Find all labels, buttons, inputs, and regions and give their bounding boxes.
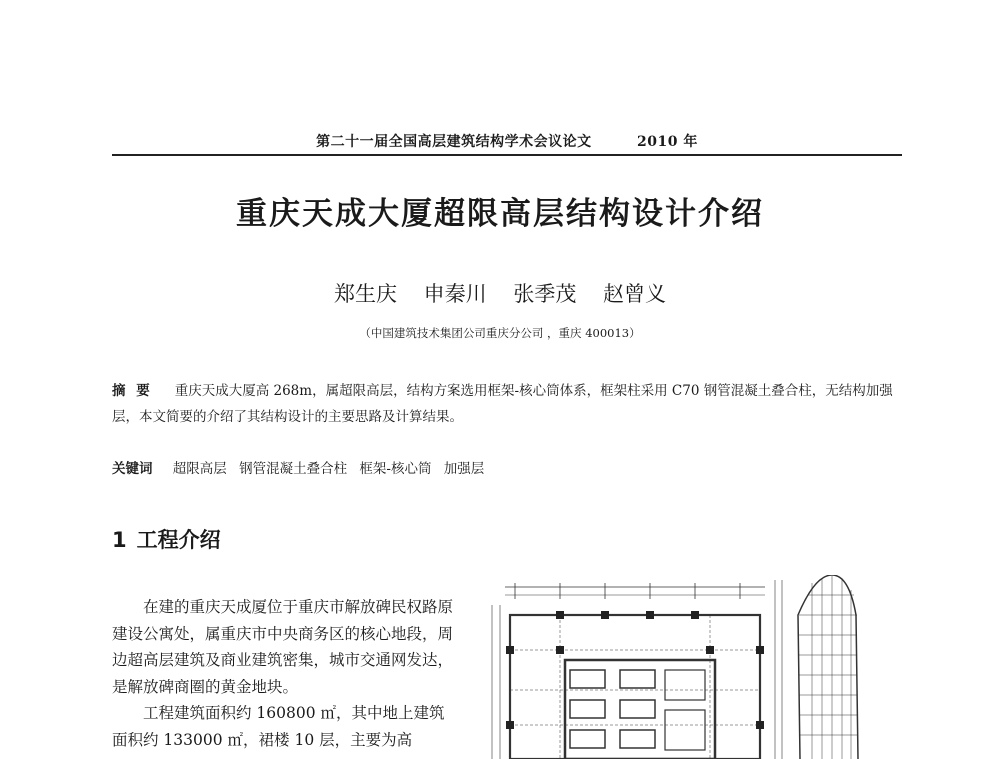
header-rule [112, 154, 902, 156]
abstract-text: 重庆天成大厦高 268m，属超限高层，结构方案选用框架-核心筒体系，框架柱采用 C70 钢管混凝土叠合柱，无结构加强层，本文简要的介绍了其结构设计的主要思路及计算结果。 [112, 383, 893, 425]
author-list [0, 278, 1000, 308]
keywords-label: 关键词 [112, 461, 153, 477]
author: 申秦川 [423, 282, 487, 306]
paper-title: 重庆天成大厦超限高层结构设计介绍 [236, 196, 764, 232]
section-heading [112, 524, 221, 554]
affiliation: （中国建筑技术集团公司重庆分公司 ，重庆 400013） [359, 326, 641, 340]
abstract [112, 378, 902, 430]
tower-elevation-drawing [775, 575, 858, 759]
section-title: 工程介绍 [136, 528, 221, 552]
author: 郑生庆 [333, 282, 397, 306]
running-header [112, 131, 902, 151]
paragraph: 在建的重庆天成厦位于重庆市解放碑民权路原建设公寓处，属重庆市中央商务区的核心地段，周边超高层建筑及商业建筑密集，城市交通网发达，是解放碑商圈的黄金地块。 [112, 598, 454, 696]
keyword: 钢管混凝土叠合柱 [239, 461, 348, 477]
building-drawing-figure [470, 575, 860, 759]
abstract-label: 摘 要 [112, 383, 153, 399]
conference-name: 第二十一届全国高层建筑结构学术会议论文 [316, 134, 592, 150]
author: 赵曾义 [603, 282, 667, 306]
section-number: 1 [112, 528, 127, 552]
header-year: 2010 年 [637, 134, 698, 150]
body-text [112, 594, 457, 753]
keyword: 超限高层 [172, 461, 227, 477]
keyword: 框架-核心筒 [359, 461, 432, 477]
keyword: 加强层 [443, 461, 485, 477]
author: 张季茂 [513, 282, 577, 306]
floor-plan-drawing [492, 583, 765, 759]
keywords [112, 457, 902, 477]
paragraph: 工程建筑面积约 160800 ㎡，其中地上建筑面积约 133000 ㎡，裙楼 10 层，主要为高 [112, 704, 445, 749]
